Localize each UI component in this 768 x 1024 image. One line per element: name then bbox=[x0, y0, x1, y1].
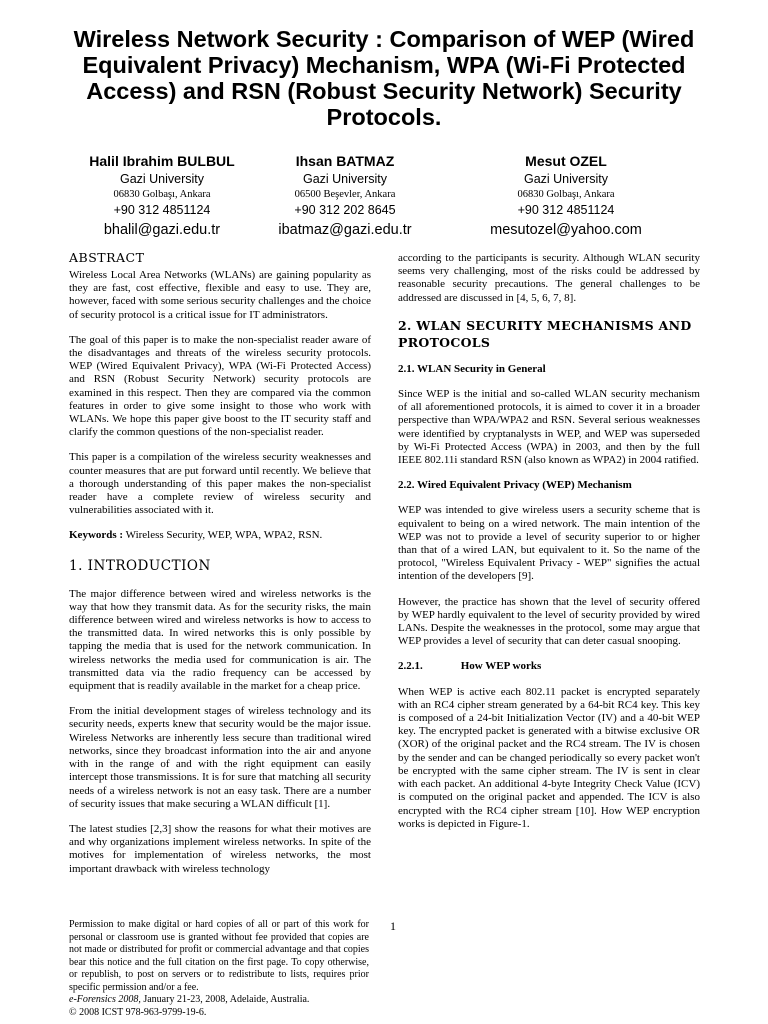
author-email[interactable]: bhalil@gazi.edu.tr bbox=[103, 222, 221, 238]
author-phone: +90 312 202 8645 bbox=[294, 203, 396, 217]
author-affiliation: Gazi University bbox=[302, 172, 388, 186]
venue-line bbox=[69, 994, 369, 1007]
author-affiliation: Gazi University bbox=[119, 172, 205, 186]
intro-paragraph: The major difference between wired and wireless networks is the way that how they transmit data. As for the security risks, the main difference between wired and wireless networks is how to access to the transmitted data. In wired networks this is only possible by tapping the media that is used for the network communication. In wireless networks the media used for communication is air. The transmitted data via the radio frequency can be accessed by equipment that is readily available in the market for a cheap price. bbox=[69, 587, 371, 693]
venue-name: e-Forensics 2008, bbox=[69, 994, 141, 1005]
continued-paragraph: according to the participants is security. Although WLAN security seems very challenging, most of the risks could be addressed by reasonable security precautions. The general challenges to be addressed are discussed in [4, 5, 6, 7, 8]. bbox=[398, 252, 700, 304]
author-address: 06830 Golbaşı, Ankara bbox=[113, 189, 211, 200]
right-column bbox=[398, 252, 700, 843]
author-address: 06500 Beşevler, Ankara bbox=[294, 189, 396, 200]
section-2-heading: 2. WLAN SECURITY MECHANISMS AND PROTOCOLS bbox=[398, 317, 692, 350]
left-column bbox=[69, 250, 371, 888]
author-email[interactable]: mesutozel@yahoo.com bbox=[490, 222, 642, 238]
paragraph-2-2-1: When WEP is active each 802.11 packet is encrypted separately with an RC4 cipher stream generated by a 64-bit RC4 key. This key is composed of a 24-bit Initialization Vector (IV) and a 40-bit WEP key. The encrypted packet is generated with a bitwise exclusive OR (XOR) of the original packet and the RC4 stream. The IV is chosen by the sender and can be changed periodically so every packet won't be encrypted with the same cipher stream. The IV is sent in clear with each packet. An additional 4-byte Integrity Check Value (ICV) is computed on the original packet and appended. The ICV is also encrypted with the RC4 cipher stream [10]. How WEP encryption works is depicted in Figure-1. bbox=[398, 685, 700, 830]
author-block-1 bbox=[62, 152, 262, 240]
subsection-title: How WEP works bbox=[460, 660, 542, 673]
keywords-label: Keywords : bbox=[69, 529, 124, 542]
paragraph-2-2b: However, the practice has shown that the level of security offered by WEP hardly equivalent to the level of security provided by wired LANs. Despite the weaknesses in the protocol, some may argue that WEP provides a level of security that can deter casual snooping. bbox=[398, 595, 700, 648]
author-phone: +90 312 4851124 bbox=[113, 203, 211, 217]
intro-paragraph: The latest studies [2,3] show the reasons for what their motives are and why organizations implement wireless networks. In spite of the motives for implementation of wireless networks, the most important drawback with wireless technology bbox=[69, 822, 371, 875]
author-affiliation: Gazi University bbox=[523, 172, 609, 186]
intro-paragraph: From the initial development stages of wireless technology and its security needs, experts knew that security would be the major issue. Wireless Networks are inherently less secure than traditional wired networks, since they broadcast information into the air and anyone with in the range of and with the right equipment can easily intercept those transmissions. It is for sure that matching all security needs of a wireless network is not an easy task. There are a number of security issues that make securing a WLAN difficult [1]. bbox=[69, 705, 371, 810]
author-phone: +90 312 4851124 bbox=[517, 203, 615, 217]
paper-title: Wireless Network Security : Comparison of WEP (Wired Equivalent Privacy) Mechanism, WPA (Wi-Fi Protected Access) and RSN (Robust Security Network) Security Protocols. bbox=[73, 26, 695, 130]
keywords-list: Wireless Security, WEP, WPA, WPA2, RSN. bbox=[123, 529, 323, 542]
subsection-2-2-heading: 2.2. Wired Equivalent Privacy (WEP) Mechanism bbox=[398, 479, 632, 492]
copyright-line: © 2008 ICST 978-963-9799-19-6. bbox=[69, 1006, 207, 1018]
paragraph-2-1: Since WEP is the initial and so-called WLAN security mechanism of all aforementioned protocols, it is aimed to cover it in a broader perspective than WPA/WPA2 and RSN. Several serious weaknesses were identified by cryptanalysts in WEP, and WEP was superseded by Wi-Fi Protected Access (WPA) in 2003, and then by the full IEEE 802.11i standard RSN (also known as WPA2) in 2004 ratified. bbox=[398, 388, 700, 467]
abstract-heading: ABSTRACT bbox=[69, 250, 145, 265]
author-address: 06830 Golbaşı, Ankara bbox=[517, 189, 615, 200]
paragraph-2-2a: WEP was intended to give wireless users a security scheme that is equivalent to being on a wired network. The main intention of the WEP was not to provide a level of security superior to or higher than that of a wired LAN, but equivalent to it. So the name of the protocol, "Wireless Equivalent Privacy - WEP" signifies the actual intention of the developers [9]. bbox=[398, 504, 700, 583]
author-name: Halil Ibrahim BULBUL bbox=[89, 153, 235, 169]
author-block-3 bbox=[466, 152, 666, 240]
subsection-2-2-1-heading bbox=[398, 660, 700, 673]
permission-text: Permission to make digital or hard copies of all or part of this work for personal or classroom use is granted without fee provided that copies are not made or distributed for profit or commercial advantage and that copies bear this notice and the full citation on the first page. To copy otherwise, or republish, to post on servers or to redistribute to lists, requires prior specific permission and/or a fee. bbox=[69, 919, 369, 993]
abstract-paragraph: Wireless Local Area Networks (WLANs) are gaining popularity as they are fast, cost effective, flexible and easy to use. They are, however, faced with some serious security challenges and the choice of security protocol is a critical issue for IT administrators. bbox=[69, 269, 371, 321]
author-name: Mesut OZEL bbox=[525, 153, 607, 169]
subsection-2-1-heading: 2.1. WLAN Security in General bbox=[398, 362, 546, 375]
author-block-2 bbox=[245, 152, 445, 240]
page-number: 1 bbox=[390, 919, 396, 933]
keywords bbox=[69, 529, 371, 542]
author-email[interactable]: ibatmaz@gazi.edu.tr bbox=[278, 222, 412, 238]
subsection-number: 2.2.1. bbox=[398, 660, 423, 673]
venue-details: January 21-23, 2008, Adelaide, Australia. bbox=[140, 994, 310, 1005]
abstract-paragraph: This paper is a compilation of the wireless security weaknesses and counter measures that are put forward until recently. We believe that a thorough understanding of this paper makes the non-specialist reader have a complete review of wireless security and vulnerabilities associated with it. bbox=[69, 451, 371, 517]
permission-notice bbox=[69, 919, 369, 1019]
introduction-heading: 1. INTRODUCTION bbox=[69, 557, 211, 574]
abstract-paragraph: The goal of this paper is to make the non-specialist reader aware of the disadvantages and threats of the wireless security protocols. WEP (Wired Equivalent Privacy), WPA (Wi-Fi Protected Access) and RSN (Robust Security Network) security protocols are examined in this respect. Then they are compared via the common features in order to give some insight to those who work with WLANs. We hope this paper give boost to the IT security staff and clarify the common questions of the non-specialist reader. bbox=[69, 333, 371, 439]
author-name: Ihsan BATMAZ bbox=[295, 153, 395, 169]
